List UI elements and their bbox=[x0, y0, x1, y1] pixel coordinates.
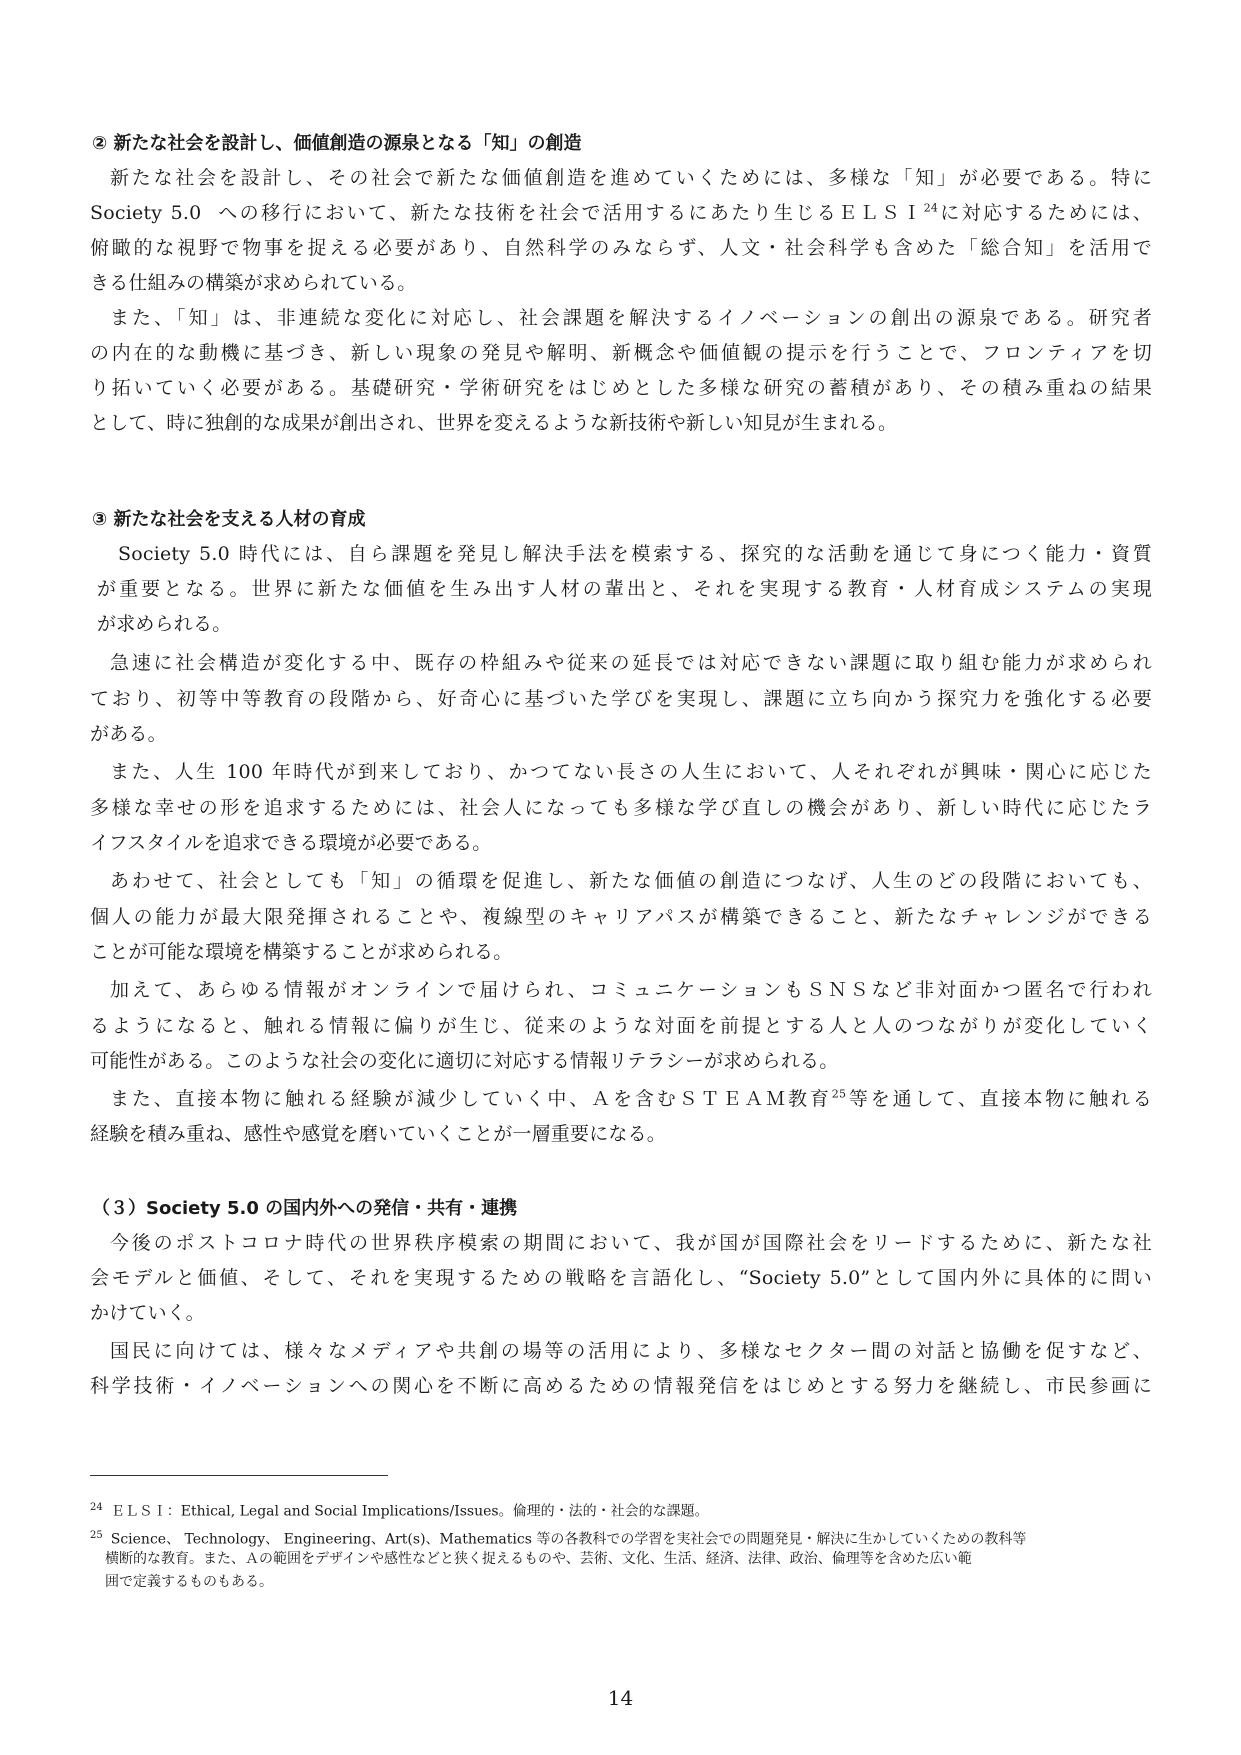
paragraph-line: 科学技術・イノベーションへの関心を不断に高めるための情報発信をはじめとする努力を継続し、市民参画に bbox=[90, 1375, 1152, 1397]
section-heading-3: ③ 新たな社会を支える人材の育成 bbox=[92, 509, 366, 530]
paragraph-line: 新たな社会を設計し、その社会で新たな価値創造を進めていくためには、多様な「知」が必要である。特に bbox=[110, 167, 1152, 189]
footnote-divider bbox=[90, 1475, 388, 1476]
paragraph-line: また、「知」は、非連続な変化に対応し、社会課題を解決するイノベーションの創出の源泉である。研究者 bbox=[110, 307, 1152, 329]
paragraph-line: 経験を積み重ね、感性や感覚を磨いていくことが一層重要になる。 bbox=[90, 1123, 667, 1145]
footnote-24: $^{24}$ ＥＬＳＩ：Ethical, Legal and Social Implications/Issues。倫理的・法的・社会的な課題。 bbox=[90, 1502, 709, 1520]
paragraph-line: 今後のポストコロナ時代の世界秩序模索の期間において、我が国が国際社会をリードするために、新たな社 bbox=[110, 1232, 1152, 1254]
paragraph-line: が求められる。 bbox=[97, 613, 232, 635]
section-heading-2: ② 新たな社会を設計し、価値創造の源泉となる「知」の創造 bbox=[92, 133, 582, 154]
paragraph-line: 急速に社会構造が変化する中、既存の枠組みや従来の延長では対応できない課題に取り組む能力が求められ bbox=[110, 652, 1152, 674]
paragraph-line: るようになると、触れる情報に偏りが生じ、従来のような対面を前提とする人と人のつながりが変化していく bbox=[90, 1015, 1152, 1037]
paragraph-line: り拓いていく必要がある。基礎研究・学術研究をはじめとした多様な研究の蓄積があり、その積み重ねの結果 bbox=[90, 377, 1152, 399]
paragraph-line: 個人の能力が最大限発揮されることや、複線型のキャリアパスが構築できること、新たなチャレンジができる bbox=[90, 906, 1152, 928]
paragraph-line: 可能性がある。このような社会の変化に適切に対応する情報リテラシーが求められる。 bbox=[90, 1050, 839, 1072]
paragraph-line: Society 5.0 への移行において、新たな技術を社会で活用するにあたり生じるＥＬＳＩ$^{24}$に対応するためには、 bbox=[90, 201, 1152, 224]
paragraph-line: 俯瞰的な視野で物事を捉える必要があり、自然科学のみならず、人文・社会科学も含めた「総合知」を活用で bbox=[90, 237, 1152, 259]
footnote-25-line: 横断的な教育。また、Ａの範囲をデザインや感性などと狭く捉えるものや、芸術、文化、生活、経済、法律、政治、倫理等を含めた広い範 bbox=[105, 1551, 972, 1567]
page-number: 14 bbox=[607, 1686, 634, 1710]
paragraph-line: 多様な幸せの形を追求するためには、社会人になっても多様な学び直しの機会があり、新しい時代に応じたラ bbox=[90, 797, 1152, 819]
paragraph-line: がある。 bbox=[90, 723, 167, 745]
paragraph-line: イフスタイルを追求できる環境が必要である。 bbox=[90, 832, 492, 854]
paragraph-line: 国民に向けては、様々なメディアや共創の場等の活用により、多様なセクター間の対話と協働を促すなど、 bbox=[110, 1340, 1152, 1362]
paragraph-line: として、時に独創的な成果が創出され、世界を変えるような新技術や新しい知見が生まれる。 bbox=[90, 412, 898, 434]
paragraph-line: の内在的な動機に基づき、新しい現象の発見や解明、新概念や価値観の提示を行うことで、フロンティアを切 bbox=[90, 342, 1152, 364]
section-heading-c3: （３）Society 5.0 の国内外への発信・共有・連携 bbox=[92, 1198, 518, 1219]
society-term: Society 5.0 bbox=[90, 202, 202, 224]
paragraph-line: また、人生 100 年時代が到来しており、かつてない長さの人生において、人それぞれが興味・関心に応じた bbox=[110, 761, 1152, 783]
paragraph-line: ことが可能な環境を構築することが求められる。 bbox=[90, 941, 513, 963]
paragraph-line: あわせて、社会としても「知」の循環を促進し、新たな価値の創造につなげ、人生のどの段階においても、 bbox=[110, 870, 1152, 892]
paragraph-line: Society 5.0 時代には、自ら課題を発見し解決手法を模索する、探究的な活動を通じて身につく能力・資質 bbox=[118, 543, 1152, 565]
paragraph-line: ており、初等中等教育の段階から、好奇心に基づいた学びを実現し、課題に立ち向かう探究力を強化する必要 bbox=[90, 688, 1152, 710]
paragraph-line: また、直接本物に触れる経験が減少していく中、Ａを含むＳＴＥＡＭ教育$^{25}$等を通して、直接本物に触れる bbox=[110, 1087, 1152, 1110]
footnote-25-line: 囲で定義するものもある。 bbox=[105, 1574, 273, 1590]
footnote-ref-24[interactable]: 24 bbox=[923, 201, 939, 215]
paragraph-line: 会モデルと価値、そして、それを実現するための戦略を言語化し、“Society 5.0”として国内外に具体的に問い bbox=[90, 1267, 1152, 1289]
paragraph-line: かけていく。 bbox=[90, 1302, 205, 1324]
footnote-ref-25[interactable]: 25 bbox=[831, 1087, 847, 1101]
footnote-25: $^{25}$ Science、 Technology、 Engineering、Art(s)、Mathematics 等の各教科での学習を実社会での問題発見・解決に生かしていくための教科等 bbox=[90, 1530, 1027, 1548]
paragraph-line: 加えて、あらゆる情報がオンラインで届けられ、コミュニケーションもＳＮＳなど非対面かつ匿名で行われ bbox=[110, 979, 1152, 1001]
paragraph-line: きる仕組みの構築が求められている。 bbox=[90, 272, 417, 294]
paragraph-line: が重要となる。世界に新たな価値を生み出す人材の輩出と、それを実現する教育・人材育成システムの実現 bbox=[97, 578, 1152, 600]
